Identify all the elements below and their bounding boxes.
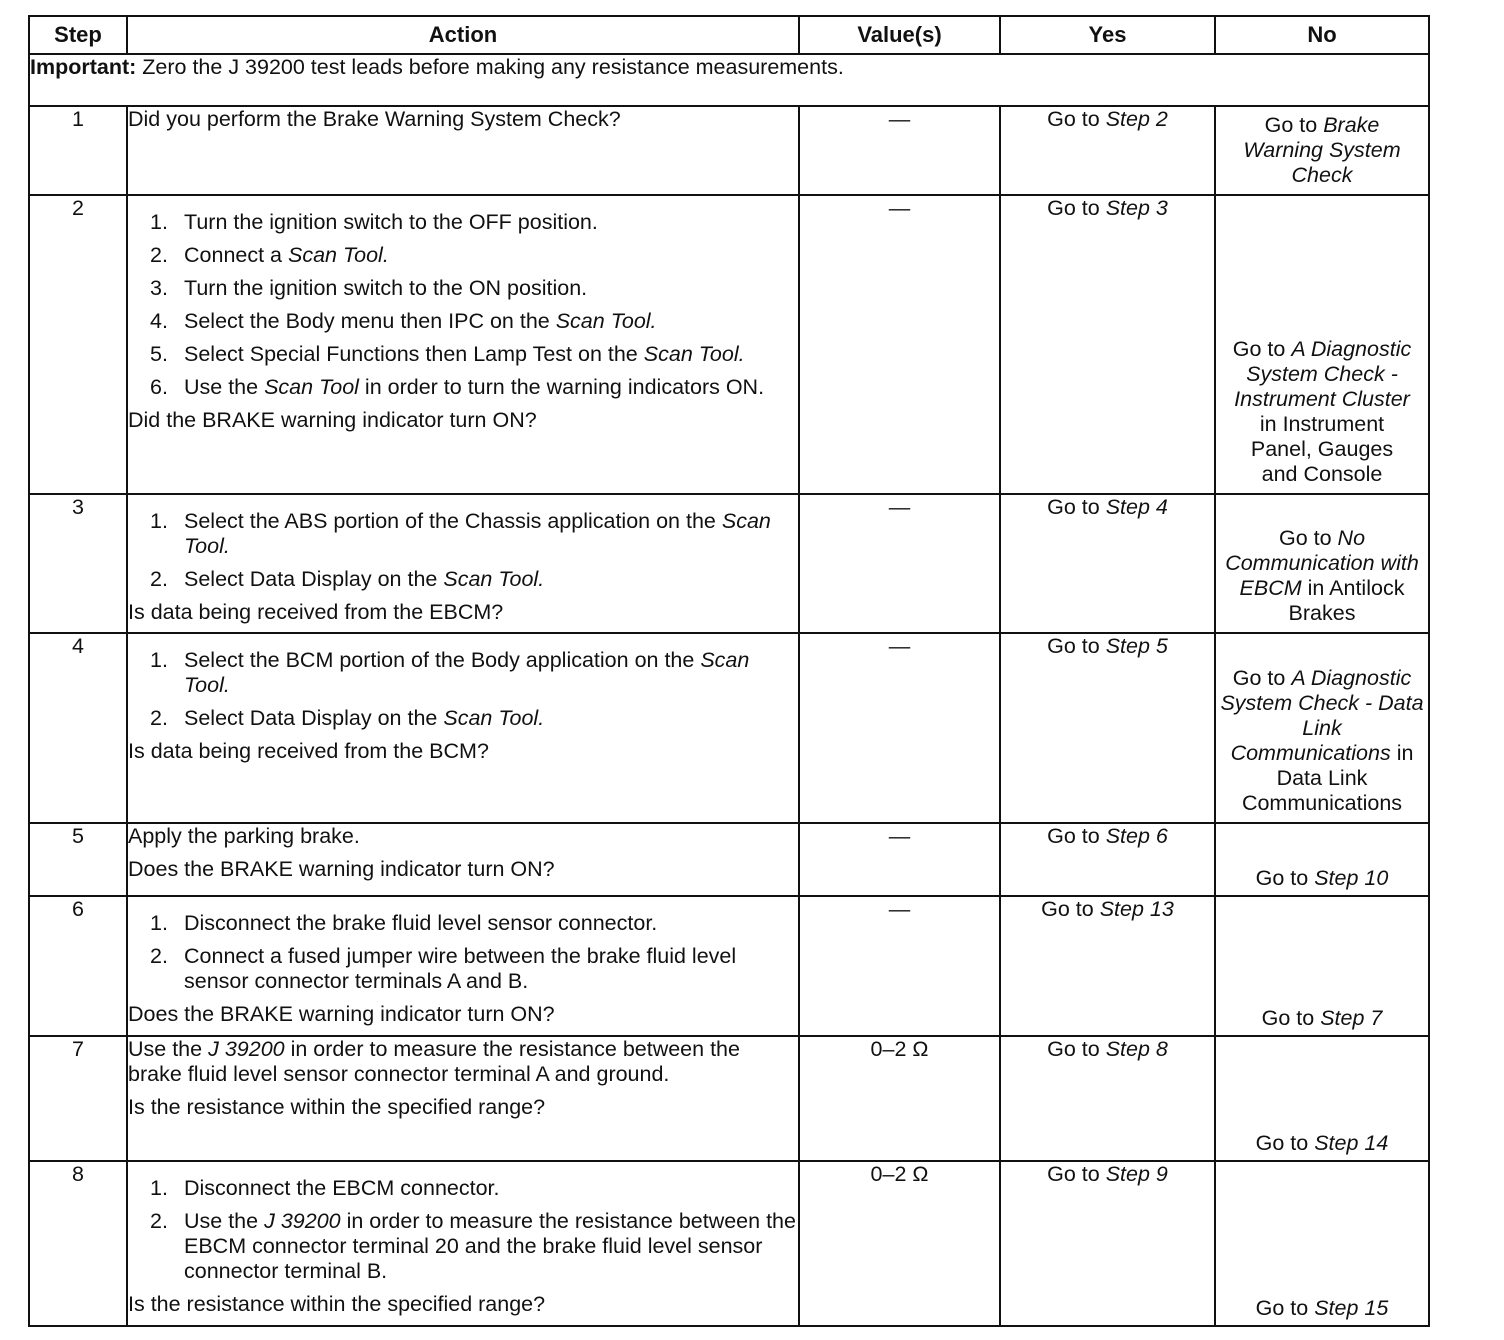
- yes-prefix: Go to: [1041, 897, 1094, 921]
- no-target: Brake Warning System Check: [1243, 113, 1401, 187]
- step-number: 2: [29, 195, 127, 494]
- no-cell: [1215, 896, 1429, 1036]
- action-intro: [128, 1037, 798, 1087]
- yes-prefix: Go to: [1047, 1162, 1100, 1186]
- header-yes: Yes: [1000, 16, 1215, 54]
- no-target: Step 15: [1314, 1296, 1389, 1320]
- list-item: [128, 706, 798, 731]
- item-emphasis: Scan Tool.: [443, 567, 545, 591]
- table-row: [29, 823, 1429, 896]
- item-emphasis: Scan Tool.: [184, 509, 771, 558]
- list-item: [128, 944, 798, 994]
- no-target: No Communication with EBCM: [1225, 526, 1419, 600]
- no-cell: [1215, 494, 1429, 633]
- table-row: [29, 106, 1429, 195]
- item-text: Select Special Functions then Lamp Test on the: [184, 342, 638, 366]
- no-suffix: in Antilock Brakes: [1288, 576, 1405, 625]
- list-item: [128, 911, 798, 936]
- item-emphasis: Scan Tool.: [555, 309, 657, 333]
- item-number: 2.: [150, 944, 168, 968]
- item-number: 1.: [150, 210, 168, 234]
- value-cell: —: [799, 494, 1000, 633]
- no-suffix: in Instrument Panel, Gauges and Console: [1250, 412, 1394, 486]
- step-number: 6: [29, 896, 127, 1036]
- no-cell: [1215, 633, 1429, 823]
- item-text: Select the BCM portion of the Body application on the: [184, 648, 695, 672]
- step-number: 5: [29, 823, 127, 896]
- no-prefix: Go to: [1255, 1131, 1309, 1155]
- item-text: Turn the ignition switch to the ON position.: [184, 276, 588, 300]
- yes-cell: [1000, 633, 1215, 823]
- header-row: [29, 16, 1429, 54]
- action-steps-list: [128, 648, 798, 731]
- no-prefix: Go to: [1232, 337, 1286, 361]
- action-cell: [127, 195, 799, 494]
- value-cell: —: [799, 896, 1000, 1036]
- value-cell: 0–2 Ω: [799, 1161, 1000, 1326]
- action-cell: [127, 1036, 799, 1161]
- list-item: [128, 210, 798, 235]
- no-cell: [1215, 823, 1429, 896]
- step-number: 8: [29, 1161, 127, 1326]
- yes-cell: [1000, 1161, 1215, 1326]
- list-item: [128, 509, 798, 559]
- step-number: 3: [29, 494, 127, 633]
- yes-cell: [1000, 1036, 1215, 1161]
- action-cell: [127, 494, 799, 633]
- header-values: Value(s): [799, 16, 1000, 54]
- table-row: [29, 633, 1429, 823]
- action-cell: [127, 1161, 799, 1326]
- item-number: 1.: [150, 648, 168, 672]
- yes-target: Step 2: [1105, 107, 1168, 131]
- no-suffix: in Data Link Communications: [1241, 741, 1414, 815]
- header-action: Action: [127, 16, 799, 54]
- yes-target: Step 3: [1105, 196, 1168, 220]
- list-item: [128, 276, 798, 301]
- intro-text: in order to measure the resistance between the brake fluid level sensor connector terminal A and ground.: [128, 1037, 740, 1086]
- table-row: [29, 1036, 1429, 1161]
- item-text: Connect a: [184, 243, 283, 267]
- item-number: 1.: [150, 911, 168, 935]
- yes-prefix: Go to: [1047, 196, 1100, 220]
- list-item: [128, 375, 798, 400]
- header-no: No: [1215, 16, 1429, 54]
- value-cell: —: [799, 195, 1000, 494]
- table-row: [29, 494, 1429, 633]
- item-text: Select the Body menu then IPC on the: [184, 309, 550, 333]
- no-cell: [1215, 106, 1429, 195]
- value-cell: —: [799, 106, 1000, 195]
- yes-cell: [1000, 823, 1215, 896]
- yes-cell: [1000, 494, 1215, 633]
- no-cell: [1215, 195, 1429, 494]
- item-number: 2.: [150, 567, 168, 591]
- no-prefix: Go to: [1255, 866, 1309, 890]
- item-emphasis: Scan Tool.: [184, 648, 750, 697]
- step-number: 7: [29, 1036, 127, 1161]
- table-row: [29, 195, 1429, 494]
- no-target: Step 14: [1314, 1131, 1389, 1155]
- important-note: [29, 54, 1429, 106]
- yes-prefix: Go to: [1047, 634, 1100, 658]
- action-question: Is data being received from the BCM?: [128, 739, 489, 763]
- table-row: [29, 896, 1429, 1036]
- list-item: [128, 1209, 798, 1284]
- list-item: [128, 243, 798, 268]
- no-cell: [1215, 1161, 1429, 1326]
- yes-cell: [1000, 896, 1215, 1036]
- important-label: Important:: [30, 55, 137, 79]
- action-question: Does the BRAKE warning indicator turn ON?: [128, 1002, 555, 1026]
- yes-target: Step 6: [1105, 824, 1168, 848]
- yes-prefix: Go to: [1047, 495, 1100, 519]
- action-cell: [127, 106, 799, 195]
- action-question: Is the resistance within the specified range?: [128, 1292, 546, 1316]
- no-prefix: Go to: [1261, 1006, 1315, 1030]
- yes-target: Step 4: [1105, 495, 1168, 519]
- item-text: Use the: [184, 375, 259, 399]
- action-question: Is the resistance within the specified range?: [128, 1095, 546, 1119]
- action-cell: [127, 896, 799, 1036]
- action-steps-list: [128, 911, 798, 994]
- header-step: Step: [29, 16, 127, 54]
- item-emphasis: Scan Tool: [264, 375, 359, 399]
- action-intro: Apply the parking brake.: [128, 824, 360, 848]
- list-item: [128, 1176, 798, 1201]
- action-steps-list: [128, 1176, 798, 1284]
- yes-prefix: Go to: [1047, 824, 1100, 848]
- item-text: Select the ABS portion of the Chassis application on the: [184, 509, 716, 533]
- item-number: 4.: [150, 309, 168, 333]
- step-number: 1: [29, 106, 127, 195]
- yes-cell: [1000, 195, 1215, 494]
- item-number: 1.: [150, 1176, 168, 1200]
- item-text: Disconnect the EBCM connector.: [184, 1176, 500, 1200]
- no-target: Step 7: [1320, 1006, 1383, 1030]
- item-number: 2.: [150, 243, 168, 267]
- step-number: 4: [29, 633, 127, 823]
- list-item: [128, 648, 798, 698]
- item-number: 2.: [150, 1209, 168, 1233]
- important-row: [29, 54, 1429, 106]
- table-row: [29, 1161, 1429, 1326]
- list-item: [128, 309, 798, 334]
- yes-target: Step 8: [1105, 1037, 1168, 1061]
- yes-prefix: Go to: [1047, 107, 1100, 131]
- yes-cell: [1000, 106, 1215, 195]
- action-question: Did the BRAKE warning indicator turn ON?: [128, 408, 537, 432]
- item-emphasis: Scan Tool.: [443, 706, 545, 730]
- yes-target: Step 5: [1105, 634, 1168, 658]
- action-cell: [127, 823, 799, 896]
- value-cell: —: [799, 823, 1000, 896]
- no-cell: [1215, 1036, 1429, 1161]
- item-emphasis: Scan Tool.: [643, 342, 745, 366]
- no-prefix: Go to: [1264, 113, 1318, 137]
- diagnostic-table: [28, 15, 1430, 1327]
- action-question: Does the BRAKE warning indicator turn ON?: [128, 857, 555, 881]
- no-target: A Diagnostic System Check - Data Link Communications: [1220, 666, 1424, 765]
- no-prefix: Go to: [1232, 666, 1286, 690]
- no-target: Step 10: [1314, 866, 1389, 890]
- action-steps-list: [128, 509, 798, 592]
- no-target: A Diagnostic System Check - Instrument Cluster: [1234, 337, 1412, 411]
- item-text: Disconnect the brake fluid level sensor connector.: [184, 911, 658, 935]
- action-question: Is data being received from the EBCM?: [128, 600, 504, 624]
- list-item: [128, 567, 798, 592]
- intro-text: Use the: [128, 1037, 203, 1061]
- item-number: 5.: [150, 342, 168, 366]
- item-text: Select Data Display on the: [184, 567, 438, 591]
- item-number: 2.: [150, 706, 168, 730]
- important-text: Zero the J 39200 test leads before making any resistance measurements.: [142, 55, 844, 79]
- item-emphasis: J 39200: [264, 1209, 341, 1233]
- list-item: [128, 342, 798, 367]
- item-text: Connect a fused jumper wire between the brake fluid level sensor connector terminals A and B.: [184, 944, 737, 993]
- intro-emphasis: J 39200: [208, 1037, 285, 1061]
- action-question: Did you perform the Brake Warning System Check?: [128, 107, 621, 131]
- item-number: 3.: [150, 276, 168, 300]
- item-emphasis: Scan Tool.: [288, 243, 389, 267]
- value-cell: 0–2 Ω: [799, 1036, 1000, 1161]
- yes-target: Step 9: [1105, 1162, 1168, 1186]
- item-text: in order to turn the warning indicators ON.: [364, 375, 765, 399]
- action-steps-list: [128, 210, 798, 400]
- no-prefix: Go to: [1278, 526, 1332, 550]
- item-number: 6.: [150, 375, 168, 399]
- item-number: 1.: [150, 509, 168, 533]
- item-text: Use the: [184, 1209, 259, 1233]
- item-text: Turn the ignition switch to the OFF position.: [184, 210, 598, 234]
- yes-prefix: Go to: [1047, 1037, 1100, 1061]
- yes-target: Step 13: [1099, 897, 1174, 921]
- action-cell: [127, 633, 799, 823]
- item-text: in order to measure the resistance between the EBCM connector terminal 20 and the brake fluid level sensor connector terminal B.: [184, 1209, 796, 1283]
- item-text: Select Data Display on the: [184, 706, 438, 730]
- no-prefix: Go to: [1255, 1296, 1309, 1320]
- value-cell: —: [799, 633, 1000, 823]
